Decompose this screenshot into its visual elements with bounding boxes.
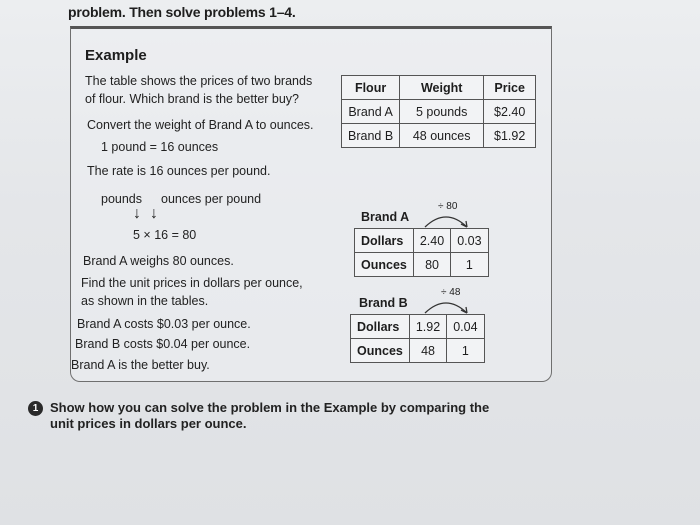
brand-a-arc-icon	[421, 211, 471, 229]
table-row	[342, 124, 536, 148]
table-row	[351, 339, 485, 363]
cell-value: 0.04	[447, 315, 484, 339]
question-text: Show how you can solve the problem in the Example by comparing the unit prices in dollars per ounce.	[50, 400, 490, 431]
cell-value: 1	[451, 253, 488, 277]
header-price: Price	[484, 76, 536, 100]
cell-value: 1.92	[409, 315, 446, 339]
example-title: Example	[85, 47, 147, 64]
cell-value: 80	[413, 253, 450, 277]
down-arrows-icon: ↓↓	[133, 205, 167, 222]
brand-a-divisor: ÷ 80	[438, 201, 458, 212]
header-flour: Flour	[342, 76, 400, 100]
table-row	[342, 100, 536, 124]
cost-brand-b: Brand B costs $0.04 per ounce.	[75, 337, 251, 351]
header-weight: Weight	[400, 76, 484, 100]
price-table	[341, 75, 536, 148]
instruction-header: problem. Then solve problems 1–4.	[68, 4, 296, 20]
row-label-ounces: Ounces	[351, 339, 410, 363]
intro-line-2: of flour. Which brand is the better buy?	[85, 92, 300, 106]
question-number-badge: 1	[28, 401, 43, 416]
brand-a-table	[354, 228, 489, 277]
find-line-2: as shown in the tables.	[81, 294, 209, 308]
cell-value: 0.03	[451, 229, 488, 253]
rate-text: The rate is 16 ounces per pound.	[87, 164, 271, 178]
cell-brand: Brand B	[342, 124, 400, 148]
intro-line-1: The table shows the prices of two brands	[85, 74, 313, 88]
cell-price: $2.40	[484, 100, 536, 124]
cell-value: 1	[447, 339, 484, 363]
cell-weight: 48 ounces	[400, 124, 484, 148]
find-line-1: Find the unit prices in dollars per ounce,	[81, 276, 303, 290]
conclusion-text: Brand A is the better buy.	[71, 358, 210, 372]
row-label-dollars: Dollars	[355, 229, 414, 253]
cell-brand: Brand A	[342, 100, 400, 124]
brand-b-label: Brand B	[359, 296, 408, 310]
table-row	[342, 76, 536, 100]
table-row	[351, 315, 485, 339]
cost-brand-a: Brand A costs $0.03 per ounce.	[77, 317, 251, 331]
cell-value: 2.40	[413, 229, 450, 253]
table-row	[355, 253, 489, 277]
pound-equation: 1 pound = 16 ounces	[101, 140, 219, 154]
units-label-pounds: pounds	[101, 192, 143, 206]
brand-b-arc-icon	[421, 297, 471, 315]
cell-weight: 5 pounds	[400, 100, 484, 124]
row-label-dollars: Dollars	[351, 315, 410, 339]
table-row	[355, 229, 489, 253]
multiplication-equation: 5 × 16 = 80	[133, 228, 197, 242]
weighs-text: Brand A weighs 80 ounces.	[83, 254, 234, 268]
brand-b-divisor: ÷ 48	[441, 287, 461, 298]
brand-a-label: Brand A	[361, 210, 410, 224]
example-box	[70, 26, 552, 382]
units-label-ounces: ounces per pound	[161, 192, 262, 206]
convert-text: Convert the weight of Brand A to ounces.	[87, 118, 314, 132]
brand-b-table	[350, 314, 485, 363]
row-label-ounces: Ounces	[355, 253, 414, 277]
cell-price: $1.92	[484, 124, 536, 148]
cell-value: 48	[409, 339, 446, 363]
